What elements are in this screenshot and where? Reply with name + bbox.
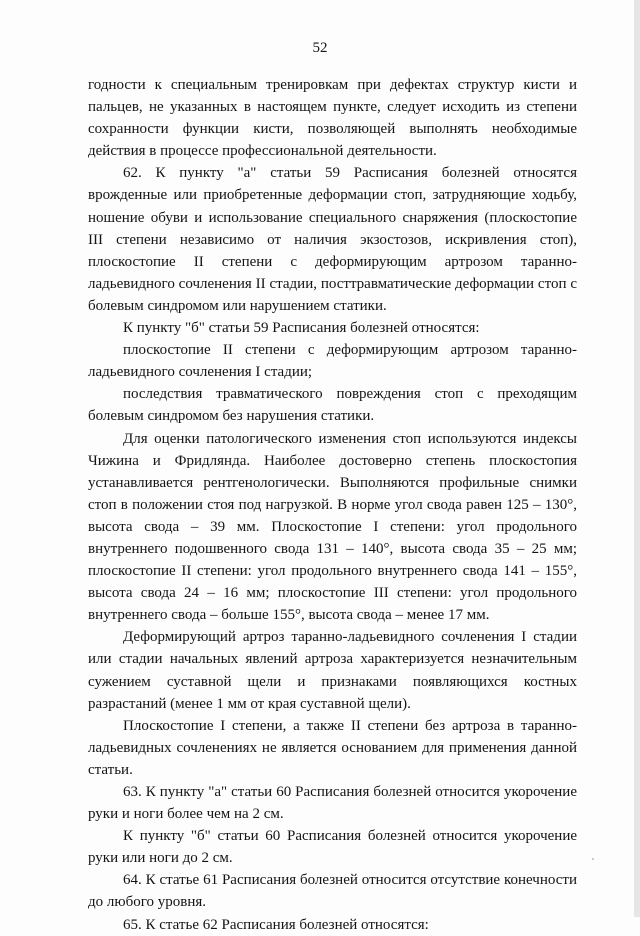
- paragraph-63-b: К пункту "б" статьи 60 Расписания болезней относится укорочение руки или ноги до 2 см.: [88, 828, 577, 867]
- document-body: [88, 74, 577, 936]
- paragraph-62-b-item-2: последствия травматического повреждения стоп с преходящим болевым синдромом без нарушения статики.: [88, 386, 577, 425]
- paragraph-64: 64. К статье 61 Расписания болезней относится отсутствие конечности до любого уровня.: [88, 872, 577, 911]
- paragraph-continuation: годности к специальным тренировкам при дефектах структур кисти и пальцев, не указанных в настоящем пункте, следует исходить из степени сохранности функции кисти, позволяющей выполнять необходимые действия в процессе профессиональной деятельности.: [88, 77, 577, 160]
- page-number: 52: [312, 40, 328, 56]
- paragraph-65: 65. К статье 62 Расписания болезней относятся:: [123, 916, 429, 933]
- paragraph-flatfoot-note: Плоскостопие I степени, а также II степени без артроза в таранно-ладьевидных сочленениях не является основанием для применения данной статьи.: [88, 717, 577, 778]
- paragraph-indices: Для оценки патологического изменения стоп используются индексы Чижина и Фридлянда. Наиболее достоверно степень плоскостопия устанавливается рентгенологически. Выполняются профильные снимки стоп в положении стоя под нагрузкой. В норме угол свода равен 125 – 130°, высота свода – 39 мм. Плоскостопие I степени: угол продольного внутреннего подошвенного свода 131 – 140°, высота свода 35 – 25 мм; плоскостопие II степени: угол продольного внутреннего свода 141 – 155°, высота свода 24 – 16 мм; плоскостопие III степени: угол продольного внутреннего свода – больше 155°, высота свода – менее 17 мм.: [88, 430, 577, 624]
- paragraph-63-a: 63. К пункту "а" статьи 60 Расписания болезней относится укорочение руки и ноги более чем на 2 см.: [88, 784, 577, 823]
- scan-edge: [634, 0, 640, 917]
- paragraph-62-b-item-1: плоскостопие II степени с деформирующим артрозом таранно-ладьевидного сочленения I стадии;: [88, 342, 577, 381]
- paragraph-62: 62. К пункту "а" статьи 59 Расписания болезней относятся врожденные или приобретенные деформации стоп, затрудняющие ходьбу, ношение обуви и использование специального снаряжения (плоскостопие III степени независимо от наличия экзостозов, искривления стоп), плоскостопие II степени с деформирующим артрозом таранно-ладьевидного сочленения II стадии, посттравматические деформации стоп с болевым синдромом или нарушением статики.: [88, 165, 577, 314]
- scan-speck: [592, 858, 594, 860]
- paragraph-arthrosis: Деформирующий артроз таранно-ладьевидного сочленения I стадии или стадии начальных явлений артроза характеризуется незначительным сужением суставной щели и признаками появляющихся костных разрастаний (менее 1 мм от края суставной щели).: [88, 629, 577, 712]
- paragraph-62-b-intro: К пункту "б" статьи 59 Расписания болезней относятся:: [123, 320, 480, 337]
